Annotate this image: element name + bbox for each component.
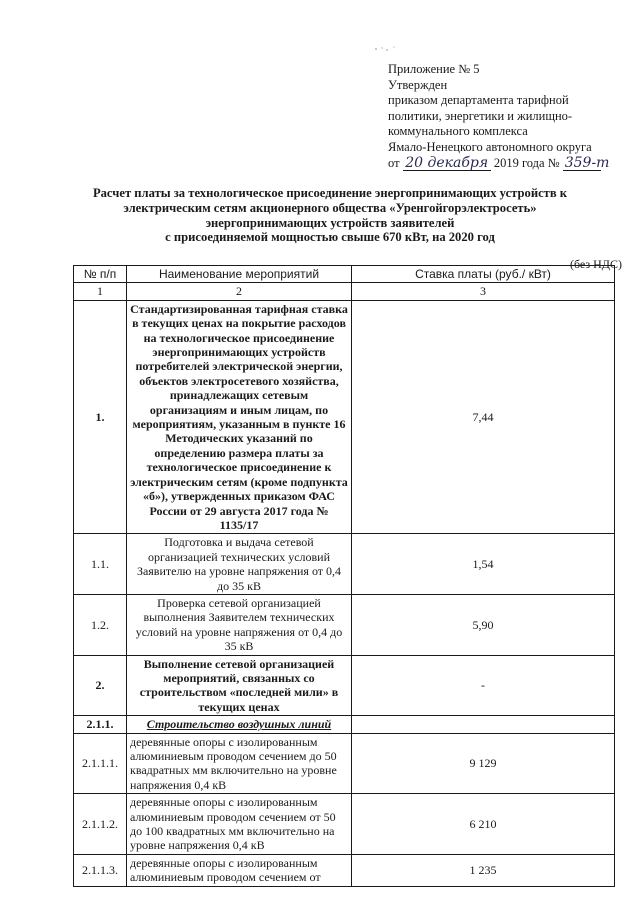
title-line: электрическим сетям акционерного общества «Уренгойгорэлектросеть» <box>123 200 537 215</box>
table-row <box>74 594 615 655</box>
row-num: 1.1. <box>74 534 127 595</box>
row-name: деревянные опоры с изолированным алюминиевым проводом сечением до 50 квадратных мм включительно на уровне напряжения 0,4 кВ <box>127 733 352 794</box>
year-text: 2019 года № <box>493 155 560 170</box>
table-row <box>74 716 615 733</box>
table-row <box>74 655 615 716</box>
row-value: 7,44 <box>352 300 615 534</box>
table-header-row <box>74 266 615 283</box>
table-row <box>74 534 615 595</box>
row-name: Стандартизированная тарифная ставка в текущих ценах на покрытие расходов на технологическое присоединение энергопринимающих устройств потребителей электрической энергии, объектов электросетевого хозяйства, принадлежащих сетевым организациям и иным лицам, по мероприятиям, указанным в пункте 16 Методических указаний по определению размера платы за технологическое присоединение к электрическим сетям (кроме подпункта «б»), утвержденных приказом ФАС России от 29 августа 2017 года № 1135/17 <box>127 300 352 534</box>
row-value: - <box>352 655 615 716</box>
row-value <box>352 716 615 733</box>
table-row <box>74 854 615 886</box>
row-num: 2.1.1.3. <box>74 854 127 886</box>
row-num: 1.2. <box>74 594 127 655</box>
column-number: 3 <box>352 283 615 300</box>
row-name: деревянные опоры с изолированным алюминиевым проводом сечением от 50 до 100 квадратных мм включительно на уровне напряжения 0,4 кВ <box>127 794 352 855</box>
approval-date-line <box>388 156 628 172</box>
row-name: деревянные опоры с изолированным алюминиевым проводом сечением от <box>127 854 352 886</box>
scan-specks <box>372 44 402 54</box>
row-num: 2. <box>74 655 127 716</box>
rates-table <box>73 265 615 887</box>
date-prefix: от <box>388 155 400 170</box>
approval-line: приказом департамента тарифной <box>388 93 569 108</box>
table-row <box>74 300 615 534</box>
row-num: 1. <box>74 300 127 534</box>
header-name: Наименование мероприятий <box>127 266 352 283</box>
row-value: 1,54 <box>352 534 615 595</box>
row-name: Строительство воздушных линий <box>127 716 352 733</box>
title-line: энергопринимающих устройств заявителей <box>205 215 455 230</box>
header-num: № п/п <box>74 266 127 283</box>
row-name: Подготовка и выдача сетевой организацией технических условий Заявителю на уровне напряжения от 0,4 до 35 кВ <box>127 534 352 595</box>
column-number-row <box>74 283 615 300</box>
handwritten-date: 20 декабря <box>403 157 491 171</box>
approval-block <box>388 62 628 171</box>
row-value: 9 129 <box>352 733 615 794</box>
table-row <box>74 733 615 794</box>
header-rate: Ставка платы (руб./ кВт) <box>352 266 615 283</box>
row-value: 6 210 <box>352 794 615 855</box>
approval-line: Приложение № 5 <box>388 62 480 76</box>
column-number: 1 <box>74 283 127 300</box>
row-value: 1 235 <box>352 854 615 886</box>
row-num: 2.1.1. <box>74 716 127 733</box>
vat-note: (без НДС) <box>569 257 622 271</box>
row-value: 5,90 <box>352 594 615 655</box>
row-num: 2.1.1.2. <box>74 794 127 855</box>
approval-line: коммунального комплекса <box>388 124 528 139</box>
title-line: с присоединяемой мощностью свыше 670 кВт, на 2020 год <box>165 230 495 245</box>
row-num: 2.1.1.1. <box>74 733 127 794</box>
document-title <box>60 186 600 245</box>
title-line: Расчет платы за технологическое присоединение энергопринимающих устройств к <box>92 186 568 200</box>
approval-line: Ямало-Ненецкого автономного округа <box>388 139 592 154</box>
approval-line: политики, энергетики и жилищно- <box>388 108 573 123</box>
handwritten-order-number: 359-т <box>564 154 610 171</box>
approval-line: Утвержден <box>388 77 448 92</box>
table-row <box>74 794 615 855</box>
row-name: Выполнение сетевой организацией мероприятий, связанных со строительством «последней мили» в текущих ценах <box>127 655 352 716</box>
row-name: Проверка сетевой организацией выполнения Заявителем технических условий на уровне напряжения от 0,4 до 35 кВ <box>127 594 352 655</box>
column-number: 2 <box>127 283 352 300</box>
